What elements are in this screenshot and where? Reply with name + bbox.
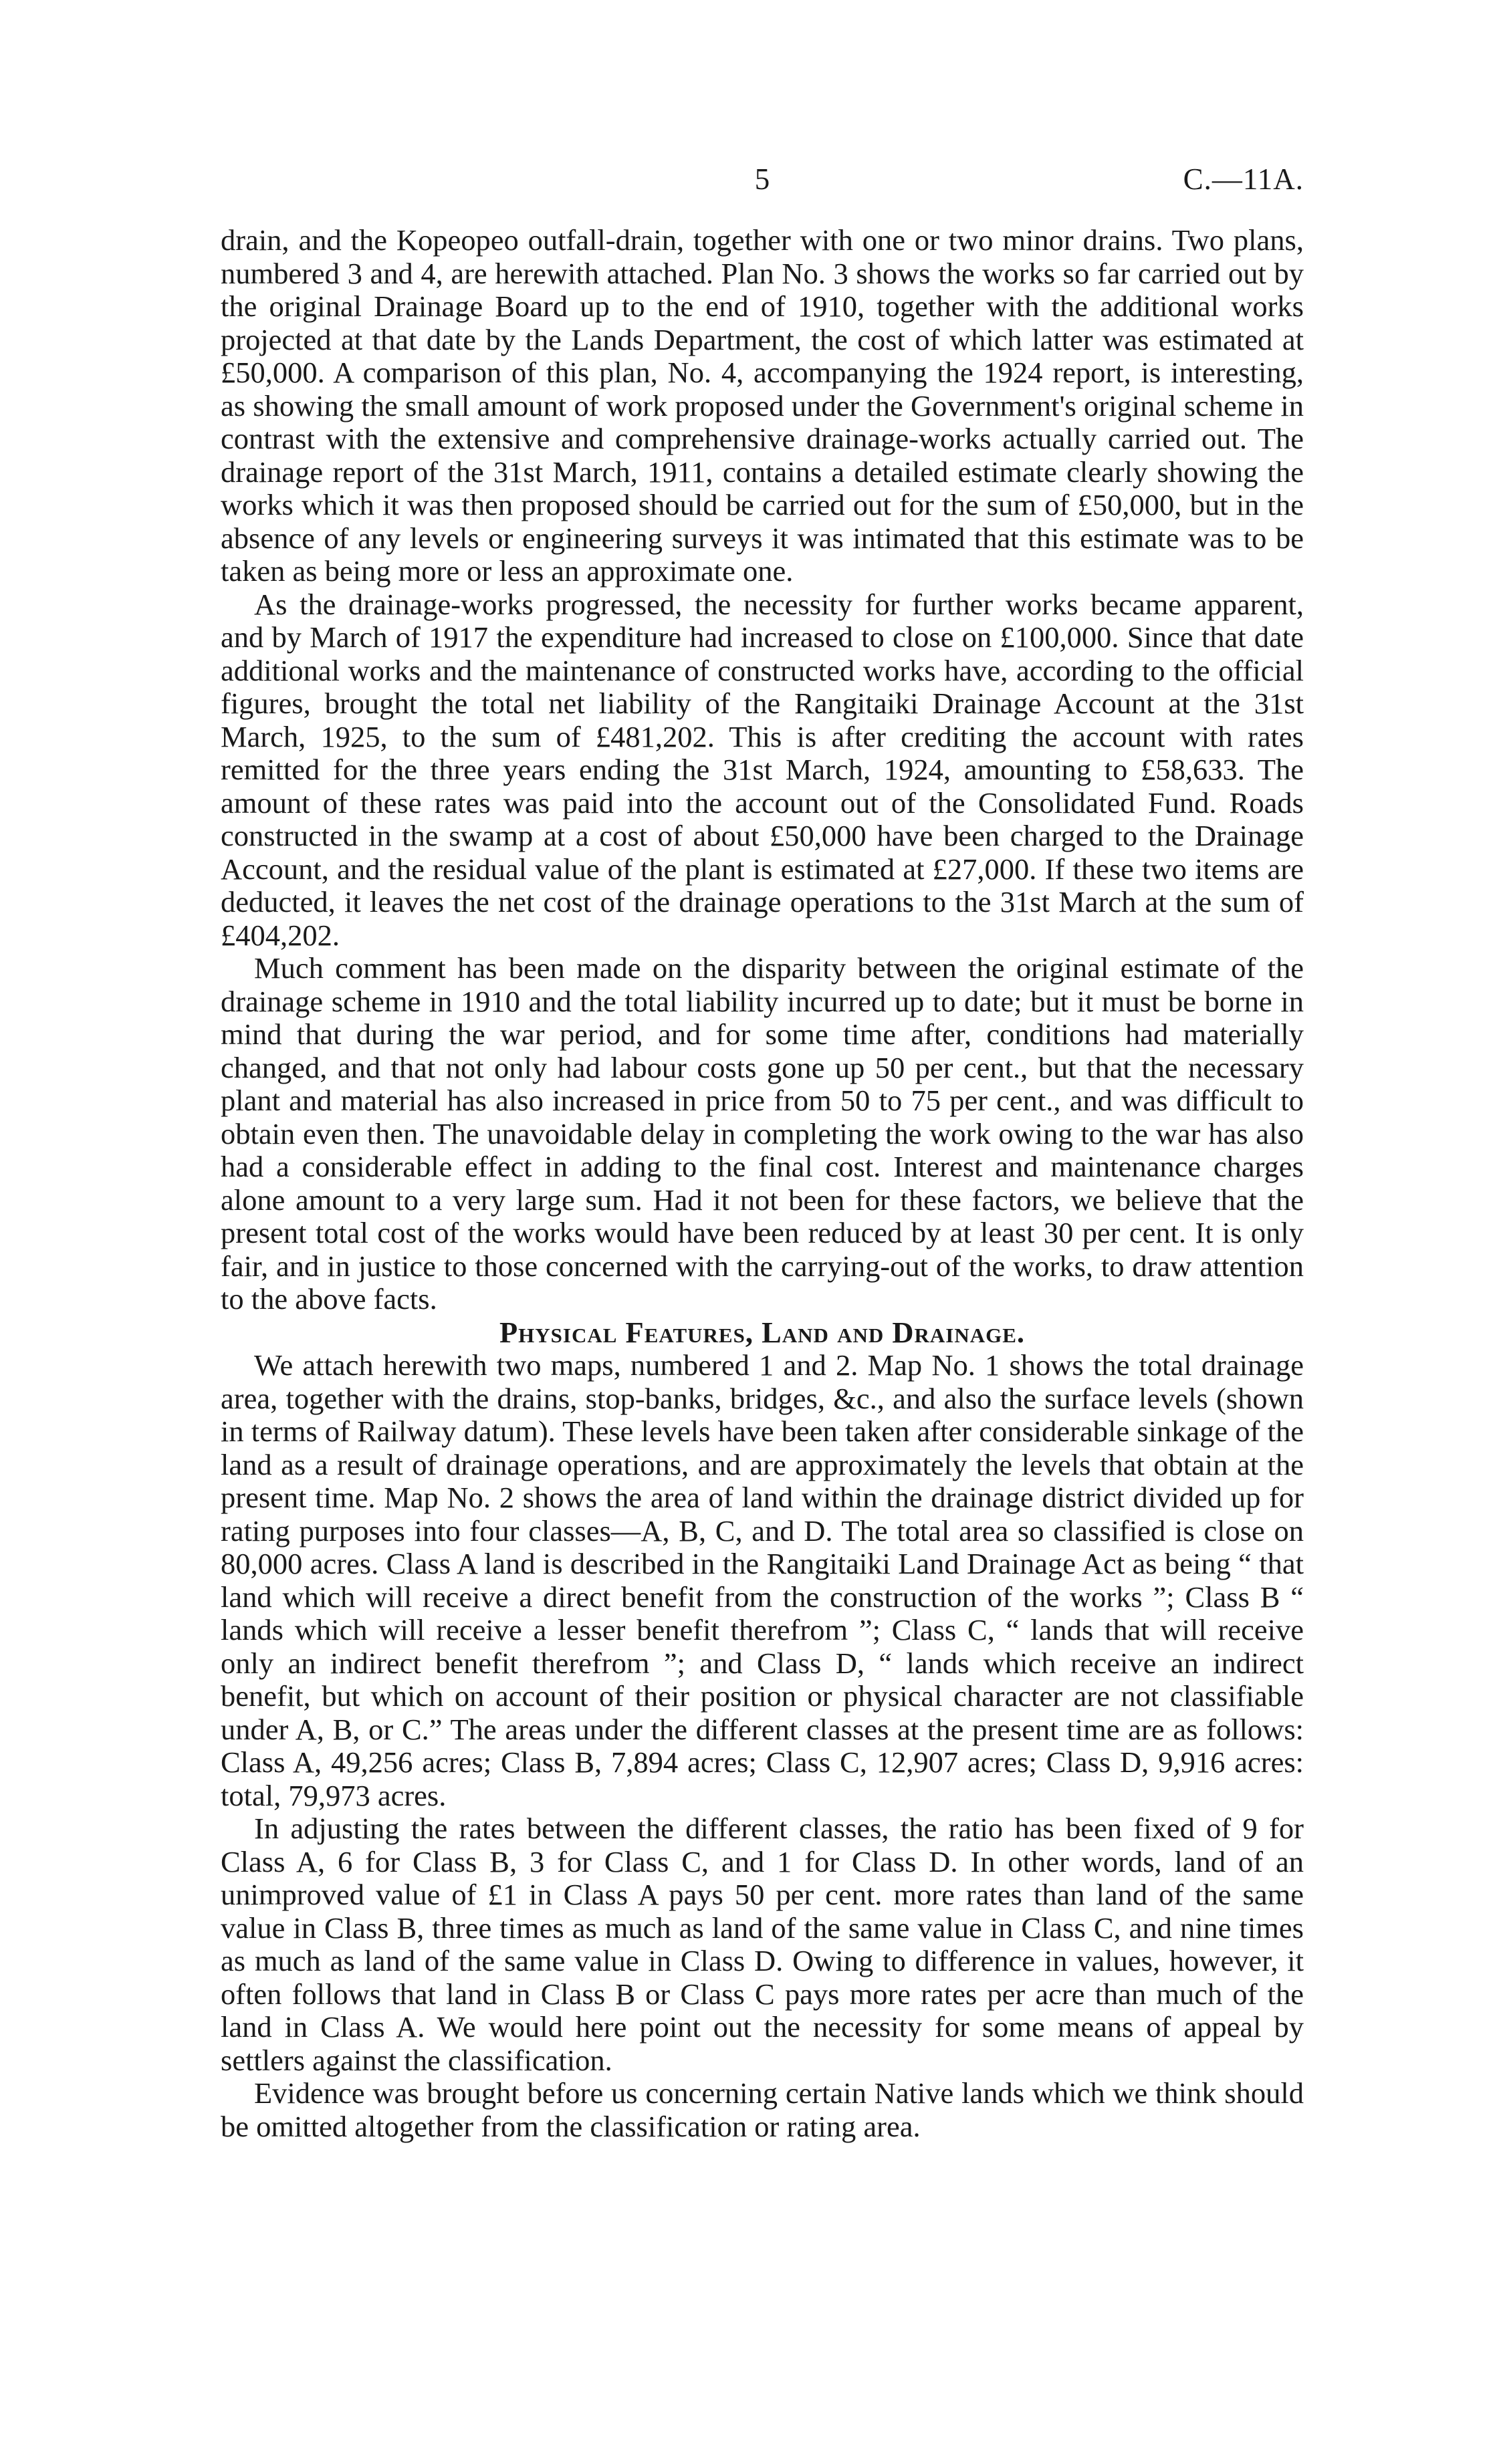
paragraph-native-lands: Evidence was brought before us concerning certain Native lands which we think should be omitted altogether from the classification or rating area. bbox=[221, 2076, 1304, 2143]
paragraph-maps-classification: We attach herewith two maps, numbered 1 and 2. Map No. 1 shows the total drainage area, together with the drains, stop-banks, bridges, &c., and also the surface levels (shown in terms of Railway datum). These levels have been taken after considerable sinkage of the land as a result of drainage operations, and are approximately the levels that obtain at the present time. Map No. 2 shows the area of land within the drainage district divided up for rating purposes into four classes—A, B, C, and D. The total area so classified is close on 80,000 acres. Class A land is described in the Rangitaiki Land Drainage Act as being “ that land which will receive a direct benefit from the construction of the works ”; Class B “ lands which will receive a lesser benefit therefrom ”; Class C, “ lands that will receive only an indirect benefit therefrom ”; and Class D, “ lands which receive an indirect benefit, but which on account of their position or physical character are not classifiable under A, B, or C.” The areas under the different classes at the present time are as follows: Class A, 49,256 acres; Class B, 7,894 acres; Class C, 12,907 acres; Class D, 9,916 acres: total, 79,973 acres. bbox=[221, 1348, 1304, 1812]
document-reference: C.—11A. bbox=[1183, 162, 1304, 196]
page-header bbox=[221, 162, 1304, 209]
document-body bbox=[221, 224, 1304, 2143]
paragraph-plans-continuation: drain, and the Kopeopeo outfall-drain, together with one or two minor drains. Two plans, numbered 3 and 4, are herewith attached. Plan No. 3 shows the works so far carried out by the original Drainage Board up to the end of 1910, together with the additional works projected at that date by the Lands Department, the cost of which latter was estimated at £50,000. A comparison of this plan, No. 4, accompanying the 1924 report, is interesting, as showing the small amount of work proposed under the Government's original scheme in contrast with the extensive and comprehensive drainage-works actually carried out. The drainage report of the 31st March, 1911, contains a detailed estimate clearly showing the works which it was then proposed should be carried out for the sum of £50,000, but in the absence of any levels or engineering surveys it was intimated that this estimate was to be taken as being more or less an approximate one. bbox=[221, 223, 1304, 588]
section-heading: Physical Features, Land and Drainage. bbox=[499, 1315, 1026, 1349]
paragraph-cost-disparity: Much comment has been made on the disparity between the original estimate of the drainage scheme in 1910 and the total liability incurred up to date; but it must be borne in mind that during the war period, and for some time after, conditions had materially changed, and that not only had labour costs gone up 50 per cent., but that the necessary plant and material has also increased in price from 50 to 75 per cent., and was difficult to obtain even then. The unavoidable delay in completing the work owing to the war has also had a considerable effect in adding to the final cost. Interest and maintenance charges alone amount to a very large sum. Had it not been for these factors, we believe that the present total cost of the works would have been reduced by at least 30 per cent. It is only fair, and in justice to those concerned with the carrying-out of the works, to draw attention to the above facts. bbox=[221, 951, 1304, 1316]
paragraph-rate-ratios: In adjusting the rates between the different classes, the ratio has been fixed of 9 for Class A, 6 for Class B, 3 for Class C, and 1 for Class D. In other words, land of an unimproved value of £1 in Class A pays 50 per cent. more rates than land of the same value in Class B, three times as much as land of the same value in Class C, and nine times as much as land of the same value in Class D. Owing to difference in values, however, it often follows that land in Class B or Class C pays more rates per acre than much of the land in Class A. We would here point out the necessity for some means of appeal by settlers against the classification. bbox=[221, 1812, 1304, 2077]
page-number: 5 bbox=[754, 162, 770, 196]
paragraph-drainage-expenditure: As the drainage-works progressed, the necessity for further works became apparent, and by March of 1917 the expenditure had increased to close on £100,000. Since that date additional works and the maintenance of constructed works have, according to the official figures, brought the total net liability of the Rangitaiki Drainage Account at the 31st March, 1925, to the sum of £481,202. This is after crediting the account with rates remitted for the three years ending the 31st March, 1924, amounting to £58,633. The amount of these rates was paid into the account out of the Consolidated Fund. Roads constructed in the swamp at a cost of about £50,000 have been charged to the Drainage Account, and the residual value of the plant is estimated at £27,000. If these two items are deducted, it leaves the net cost of the drainage operations to the 31st March at the sum of £404,202. bbox=[221, 587, 1304, 952]
